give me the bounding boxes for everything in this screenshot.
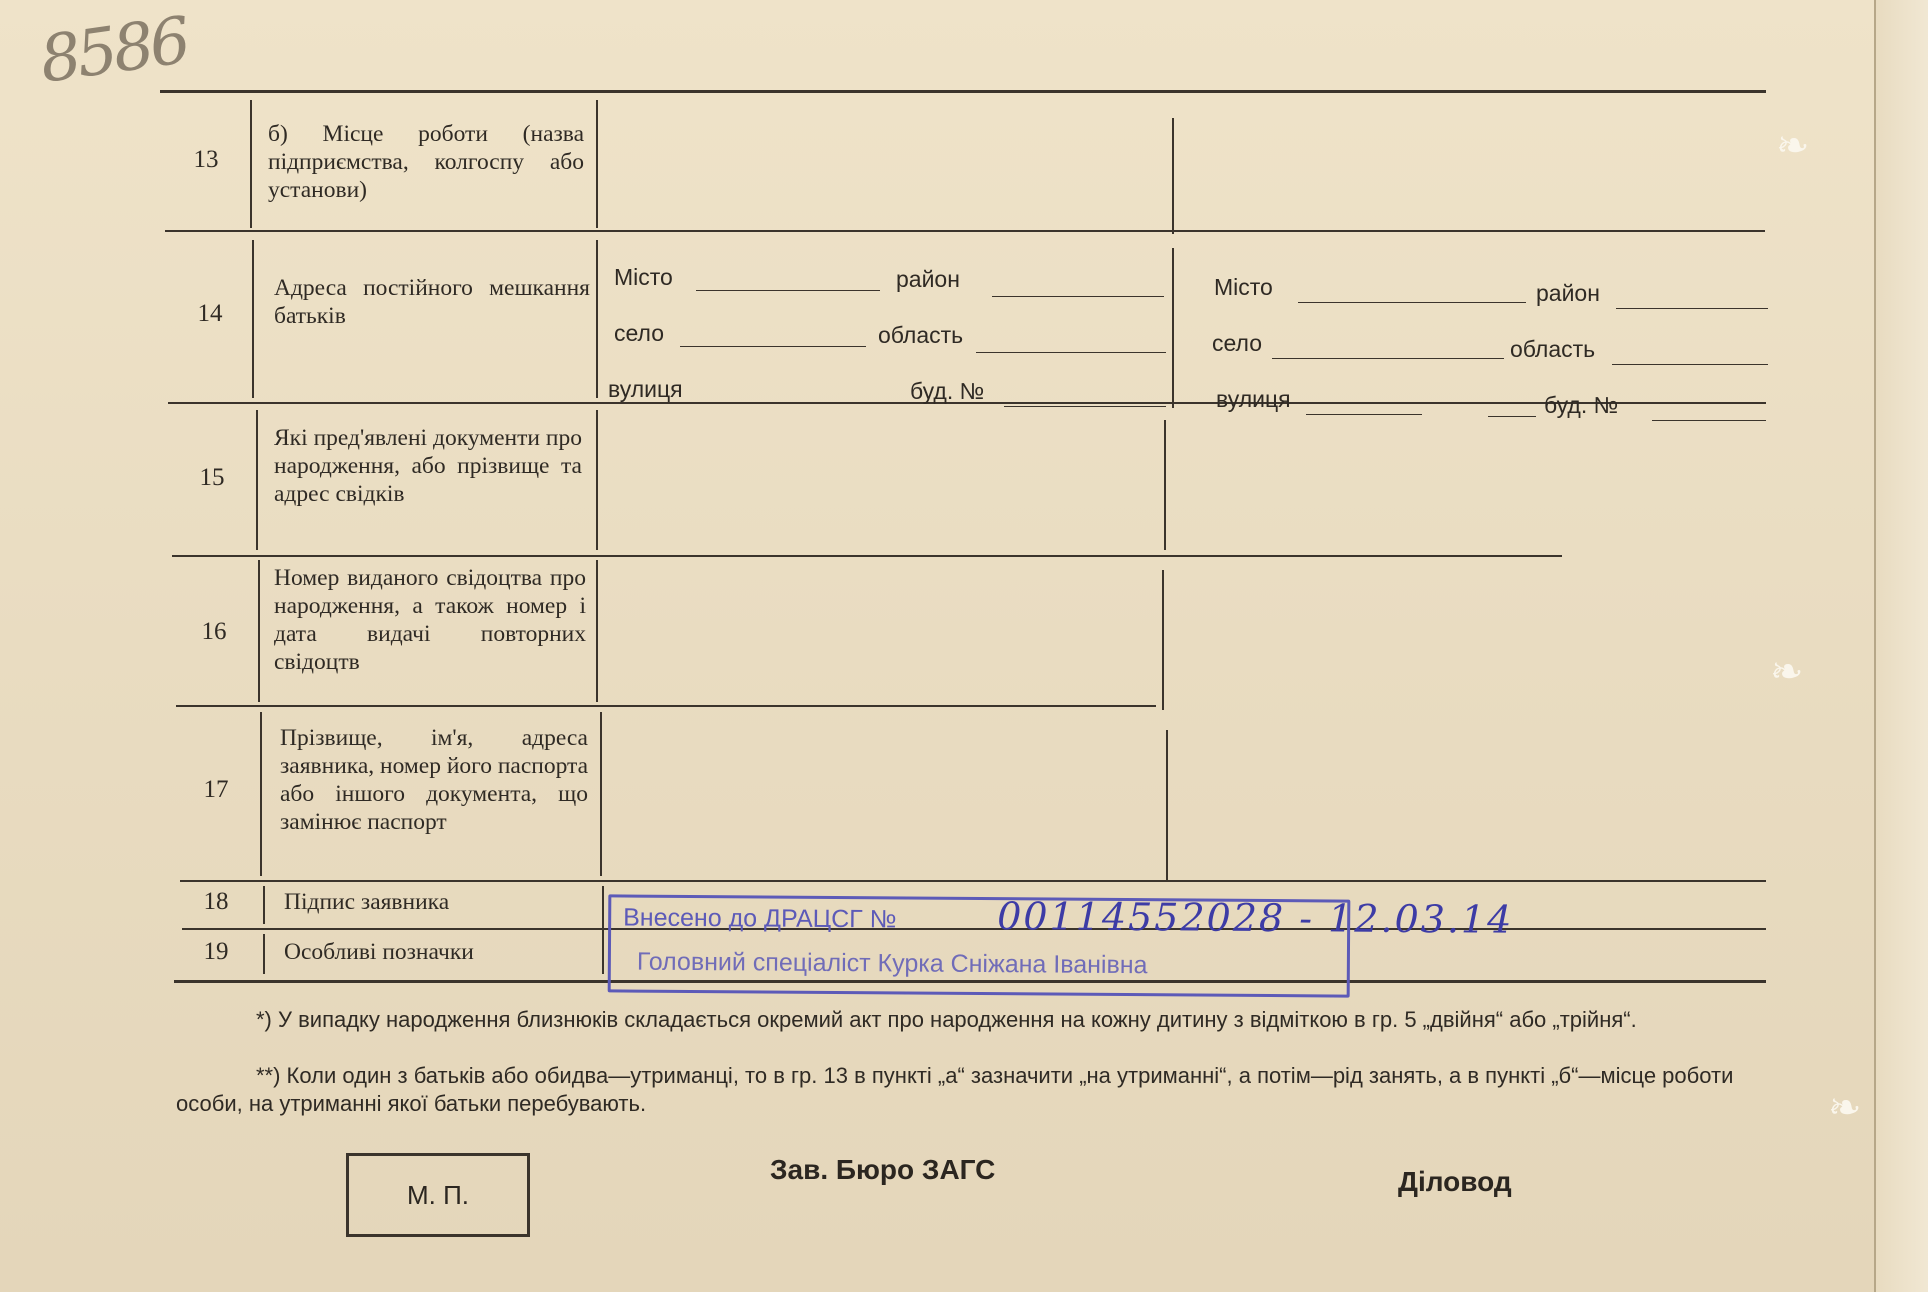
col-divider-1 [263,934,265,974]
addr-left-district-label: район [896,266,960,292]
seal-label: М. П. [406,1179,470,1210]
addr-right-village-blank [1272,358,1504,359]
tear-mark: ❧ [1828,1085,1862,1130]
registry-stamp [608,894,1514,997]
addr-right-region-blank [1612,364,1768,365]
row-14-number: 14 [197,300,223,327]
col-divider-3 [1166,730,1168,880]
row-19-number: 19 [203,938,229,965]
addr-left-region-blank [976,352,1166,353]
row-13-label: б) Місце роботи (назва підприємства, колгоспу або установи) [268,121,584,203]
addr-right-village-label: село [1212,330,1262,356]
row-15-number: 15 [199,464,225,491]
addr-left-region-label: область [878,322,964,348]
addr-right-district-blank [1616,308,1768,309]
addr-left-city-blank [696,290,880,291]
col-divider-2 [602,886,604,974]
row-16-number: 16 [201,618,227,645]
rule-15-16 [172,555,1562,557]
tear-mark: ❧ [1776,123,1810,168]
seal-placeholder-box [346,1153,530,1237]
handwritten-note: 8586 [35,4,192,98]
footnote-2: **) Коли один з батьків або обидва—утриманці, то в гр. 13 в пункті „а“ зазначити „на утриманні“, а потім—рід занять, а в пункті „б“—місце роботи особи, на утриманні якої батьки перебувають. [176,1063,1734,1116]
row-17-number: 17 [203,776,229,803]
row-16-label: Номер виданого свідоцтва про народження, а також номер і дата видачі повторних свідоцтв [274,565,586,675]
tear-mark: ❧ [1770,649,1804,694]
addr-left-street-blank [700,402,890,403]
col-divider-3 [1172,248,1174,408]
stamp-line-1: Внесено до ДРАЦСГ № [623,903,897,934]
row-17-label: Прізвище, ім'я, адреса заявника, номер його паспорта або іншого документа, що замінює паспорт [280,725,589,835]
col-divider-3 [1162,570,1164,710]
row-18-label: Підпис заявника [284,889,450,915]
col-divider-2 [596,560,598,702]
addr-left-village-blank [680,346,866,347]
rule-16-17 [176,705,1156,707]
col-divider-1 [260,712,262,876]
col-divider-2 [596,410,598,550]
rule-17-18 [180,880,1766,882]
col-divider-2 [600,712,602,876]
addr-right-street-blank [1306,414,1422,415]
col-divider-2 [596,240,598,398]
row-14-label: Адреса постійного мешкання батьків [274,275,590,329]
col-divider-1 [263,886,265,924]
row-15-label: Які пред'явлені документи про народження, або прізвище та адрес свідків [274,425,582,507]
addr-right-city-blank [1298,302,1526,303]
col-divider-1 [256,410,258,550]
addr-right-city-label: Місто [1214,274,1273,300]
col-divider-1 [250,100,252,228]
footnote-1: *) У випадку народження близнюків складається окремий акт про народження на кожну дитину з відміткою в гр. 5 „двійня“ або „трійня“. [256,1007,1637,1032]
addr-right-building-blank [1652,420,1766,421]
addr-right-region-label: область [1510,336,1596,362]
row-18-number: 18 [203,888,229,915]
addr-left-village-label: село [614,320,664,346]
addr-right-street-blank-2 [1488,416,1536,417]
row-13-number: 13 [193,146,219,173]
col-divider-2 [596,100,598,228]
signature-head-label: Зав. Бюро ЗАГС [770,1154,996,1185]
col-divider-3 [1172,118,1174,234]
signature-clerk-label: Діловод [1398,1166,1512,1197]
rule-top [160,90,1766,93]
addr-left-building-blank [1004,406,1166,407]
addr-right-building-label: буд. № [1544,392,1619,418]
rule-13-14 [165,230,1765,232]
addr-left-street-label: вулиця [608,376,683,402]
addr-left-city-label: Місто [614,264,673,290]
stamp-line-2: Головний спеціаліст Курка Сніжана Іванівна [636,947,1148,980]
addr-right-district-label: район [1536,280,1600,306]
paper-edge [1874,0,1928,1292]
stamp-handwritten-number: 00114552028 - 12.03.14 [997,894,1514,942]
row-19-label: Особливі позначки [284,939,474,965]
col-divider-1 [252,240,254,398]
addr-left-district-blank [992,296,1164,297]
col-divider-3 [1164,420,1166,550]
addr-right-street-label: вулиця [1216,386,1291,412]
addr-left-building-label: буд. № [910,378,985,404]
col-divider-1 [258,560,260,702]
